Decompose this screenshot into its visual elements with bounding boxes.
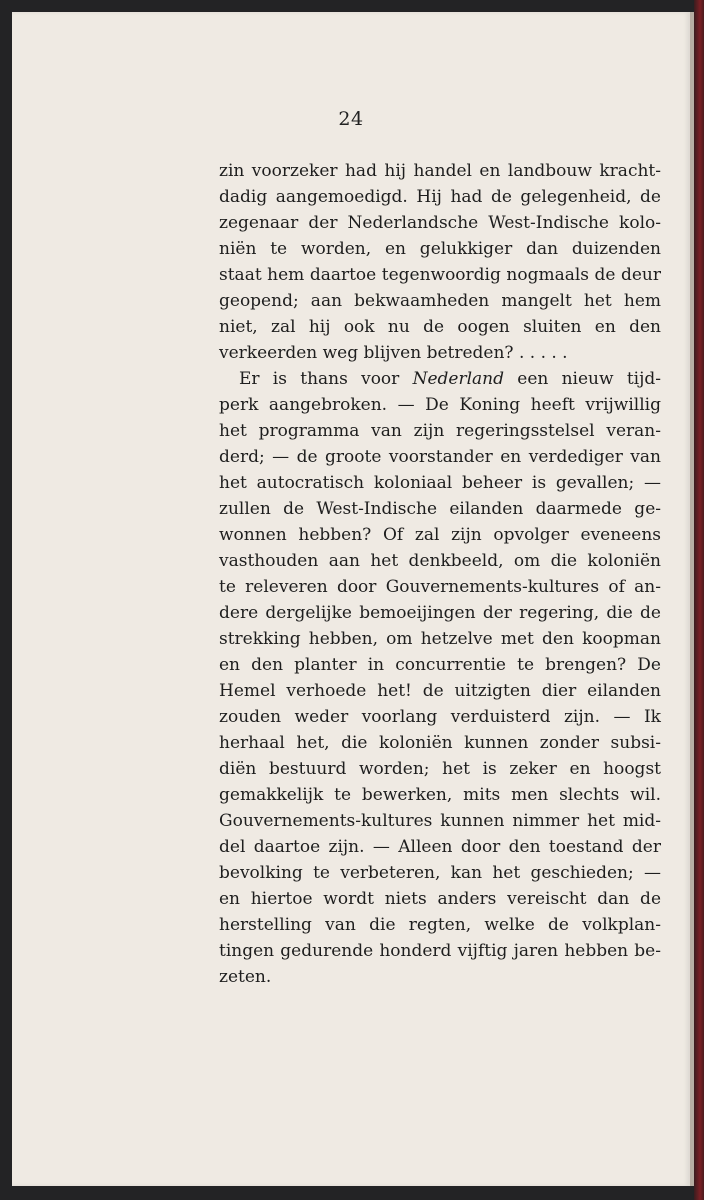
text-segment: Er is thans voor [239, 369, 413, 389]
text-line: tingen gedurende honderd vijftig jaren hebben be- [219, 941, 661, 961]
text-line: zouden weder voorlang verduisterd zijn. — Ik [219, 707, 661, 727]
text-line: en den planter in concurrentie te brengen? De [219, 655, 661, 675]
page-number: 24 [338, 108, 364, 130]
text-line: herhaal het, die koloniën kunnen zonder subsi- [219, 733, 661, 753]
text-line: dadig aangemoedigd. Hij had de gelegenheid, de [219, 187, 661, 207]
text-line: zin voorzeker had hij handel en landbouw kracht- [219, 161, 661, 181]
text-line: het autocratisch koloniaal beheer is gevallen; — [219, 473, 661, 493]
text-line: vasthouden aan het denkbeeld, om die koloniën [219, 551, 661, 571]
text-line: strekking hebben, om hetzelve met den koopman [219, 629, 661, 649]
text-line: diën bestuurd worden; het is zeker en hoogst [219, 759, 661, 779]
text-line: niet, zal hij ook nu de oogen sluiten en den [219, 317, 661, 337]
text-line: te releveren door Gouvernements-kultures of an- [219, 577, 661, 597]
text-line: perk aangebroken. — De Koning heeft vrijwillig [219, 395, 661, 415]
text-segment: een nieuw tijd- [504, 369, 661, 389]
text-line: bevolking te verbeteren, kan het geschieden; — [219, 863, 661, 883]
text-line: wonnen hebben? Of zal zijn opvolger eveneens [219, 525, 661, 545]
text-line: gemakkelijk te bewerken, mits men slechts wil. [219, 785, 661, 805]
text-line: niën te worden, en gelukkiger dan duizenden [219, 239, 661, 259]
text-line: derd; — de groote voorstander en verdediger van [219, 447, 661, 467]
text-line: en hiertoe wordt niets anders vereischt dan de [219, 889, 661, 909]
text-line: staat hem daartoe tegenwoordig nogmaals de deur [219, 265, 661, 285]
text-line: het programma van zijn regeringsstelsel veran- [219, 421, 661, 441]
text-line: herstelling van die regten, welke de volkplan- [219, 915, 661, 935]
text-line: zeten. [219, 967, 272, 987]
body-text [219, 158, 661, 990]
text-line: del daartoe zijn. — Alleen door den toestand der [219, 837, 661, 857]
book-edge [694, 0, 704, 1200]
book-page [12, 12, 690, 1186]
text-line: zullen de West-Indische eilanden daarmede ge- [219, 499, 661, 519]
text-line: Hemel verhoede het! de uitzigten dier eilanden [219, 681, 661, 701]
italic-text: Nederland [412, 369, 504, 389]
text-line: geopend; aan bekwaamheden mangelt het hem [219, 291, 661, 311]
text-line [219, 366, 661, 392]
text-line: zegenaar der Nederlandsche West-Indische kolo- [219, 213, 661, 233]
text-line: dere dergelijke bemoeijingen der regering, die de [219, 603, 661, 623]
text-line: Gouvernements-kultures kunnen nimmer het mid- [219, 811, 661, 831]
text-line: verkeerden weg blijven betreden? . . . . . [219, 343, 568, 363]
